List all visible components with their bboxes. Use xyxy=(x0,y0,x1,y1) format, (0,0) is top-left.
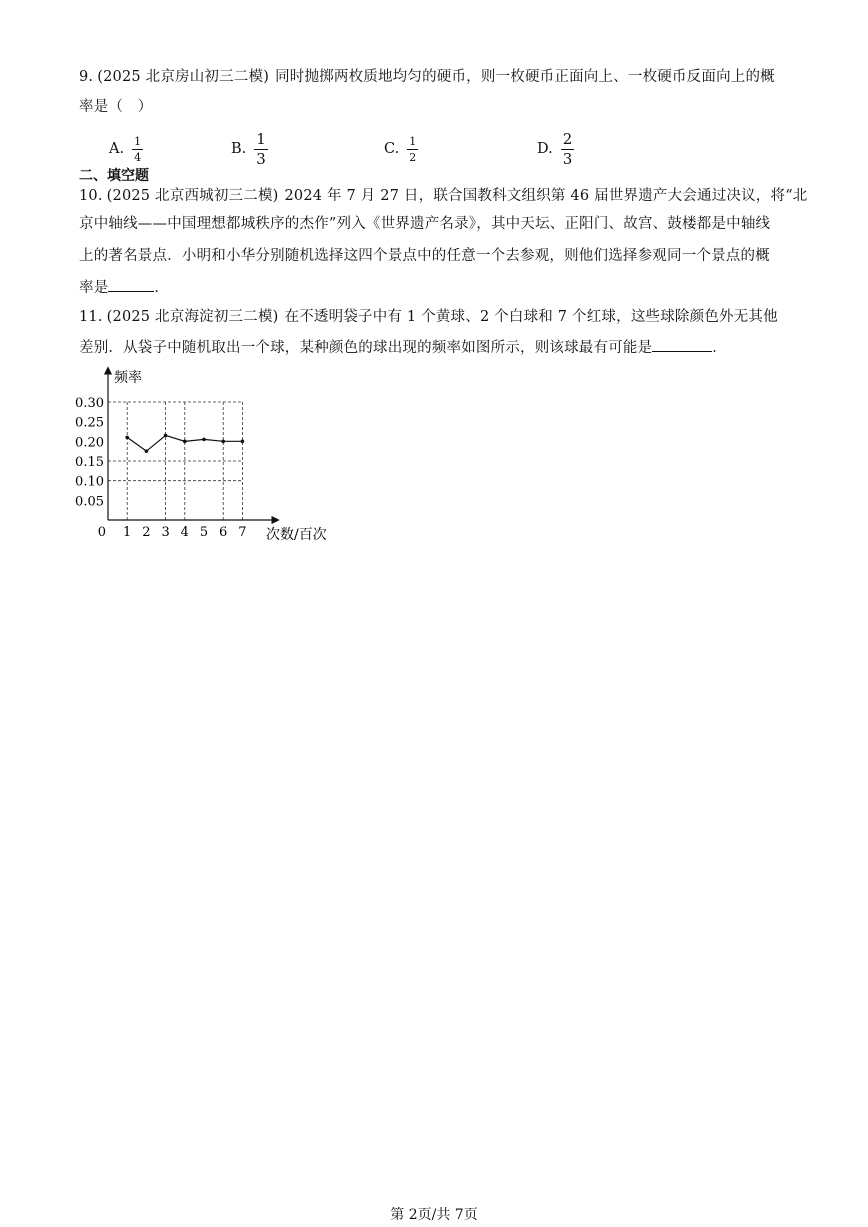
section-title: 二、填空题 xyxy=(79,168,149,184)
q11-source: (2025 北京海淀初三二模) xyxy=(106,309,279,325)
x-tick-label: 2 xyxy=(142,525,151,540)
grid xyxy=(108,402,242,520)
q9-source: (2025 北京房山初三二模) xyxy=(97,69,270,85)
data-point xyxy=(164,434,168,438)
fraction xyxy=(407,136,418,163)
q11-number: 11. xyxy=(79,309,103,325)
q10-line-2 xyxy=(79,214,770,234)
choice-letter: A. xyxy=(109,141,125,157)
choice-letter: C. xyxy=(384,141,400,157)
page-footer: 第 2页/共 7页 xyxy=(390,1207,478,1223)
answer-blank[interactable] xyxy=(652,337,712,352)
x-tick-label: 7 xyxy=(238,525,247,540)
y-tick-label: 0.25 xyxy=(75,415,104,431)
q10-line-3 xyxy=(79,246,770,266)
axes xyxy=(98,368,327,543)
x-tick-label: 4 xyxy=(180,525,189,540)
q10-line-1 xyxy=(79,186,808,206)
x-tick-label: 1 xyxy=(123,525,132,540)
denominator: 3 xyxy=(562,149,573,168)
q9-choice-d[interactable] xyxy=(537,129,574,169)
y-tick-label: 0.20 xyxy=(75,435,104,451)
q9-choice-a[interactable] xyxy=(109,129,143,169)
data-point xyxy=(125,436,129,440)
numerator: 1 xyxy=(409,134,417,148)
x-tick-label: 5 xyxy=(199,525,209,540)
numerator: 2 xyxy=(562,129,573,148)
y-axis-label: 频率 xyxy=(114,370,142,386)
q10-period: ． xyxy=(154,280,170,296)
y-tick-label: 0.10 xyxy=(75,474,104,490)
data-point xyxy=(145,449,149,453)
denominator: 2 xyxy=(409,150,417,164)
fraction-bar xyxy=(132,149,143,150)
q11-line-1 xyxy=(79,307,778,327)
frequency-chart xyxy=(70,360,350,550)
y-tick-label: 0.05 xyxy=(75,494,104,510)
q9-line-1 xyxy=(79,67,775,87)
data-point xyxy=(183,440,187,444)
x-axis-label: 次数/百次 xyxy=(266,527,327,543)
q10-text-2: 京中轴线——中国理想都城秩序的杰作”列入《世界遗产名录》，其中天坛、正阳门、故宫、鼓楼都是中轴线 xyxy=(79,216,771,232)
q11-line-2 xyxy=(79,337,727,358)
q9-text-1: 同时抛掷两枚质地均匀的硬币，则一枚硬币正面向上、一枚硬币反面向上的概 xyxy=(275,69,775,85)
fraction xyxy=(254,129,268,168)
fraction-bar xyxy=(407,149,418,150)
data-point xyxy=(221,440,225,444)
fraction xyxy=(132,136,143,163)
answer-blank[interactable] xyxy=(108,277,154,292)
q10-text-3: 上的著名景点．小明和小华分别随机选择这四个景点中的任意一个去参观，则他们选择参观同一个景点的概 xyxy=(79,248,770,264)
choice-letter: B. xyxy=(231,141,247,157)
choice-letter: D. xyxy=(537,141,553,157)
fraction xyxy=(561,129,575,168)
x-tick-label: 6 xyxy=(219,525,228,540)
q10-text-4: 率是 xyxy=(79,280,109,296)
q9-number: 9. xyxy=(79,69,94,85)
origin-label: 0 xyxy=(97,525,106,540)
q9-line-2 xyxy=(79,97,153,117)
q9-choice-c[interactable] xyxy=(384,129,418,169)
y-tick-label: 0.30 xyxy=(75,396,104,411)
q10-number: 10. xyxy=(79,188,103,204)
numerator: 1 xyxy=(256,129,266,148)
q11-period: ． xyxy=(712,340,727,356)
denominator: 4 xyxy=(134,150,142,164)
q10-line-4 xyxy=(79,277,169,298)
q10-text-1: 2024 年 7 月 27 日，联合国教科文组织第 46 届世界遗产大会通过决议，将“北 xyxy=(284,188,808,204)
tick-labels xyxy=(75,396,246,540)
q10-source: (2025 北京西城初三二模) xyxy=(106,188,279,204)
q9-choice-b[interactable] xyxy=(231,129,268,169)
data-point xyxy=(241,440,245,444)
numerator: 1 xyxy=(134,134,142,148)
q11-text-1: 在不透明袋子中有 1 个黄球、2 个白球和 7 个红球，这些球除颜色外无其他 xyxy=(284,309,778,325)
x-tick-label: 3 xyxy=(161,525,170,540)
q11-text-2: 差别．从袋子中随机取出一个球，某种颜色的球出现的频率如图所示，则该球最有可能是 xyxy=(79,340,653,356)
data-point xyxy=(202,438,206,442)
y-tick-label: 0.15 xyxy=(75,455,104,470)
denominator: 3 xyxy=(256,149,266,168)
q9-text-2: 率是（ ） xyxy=(79,99,153,115)
